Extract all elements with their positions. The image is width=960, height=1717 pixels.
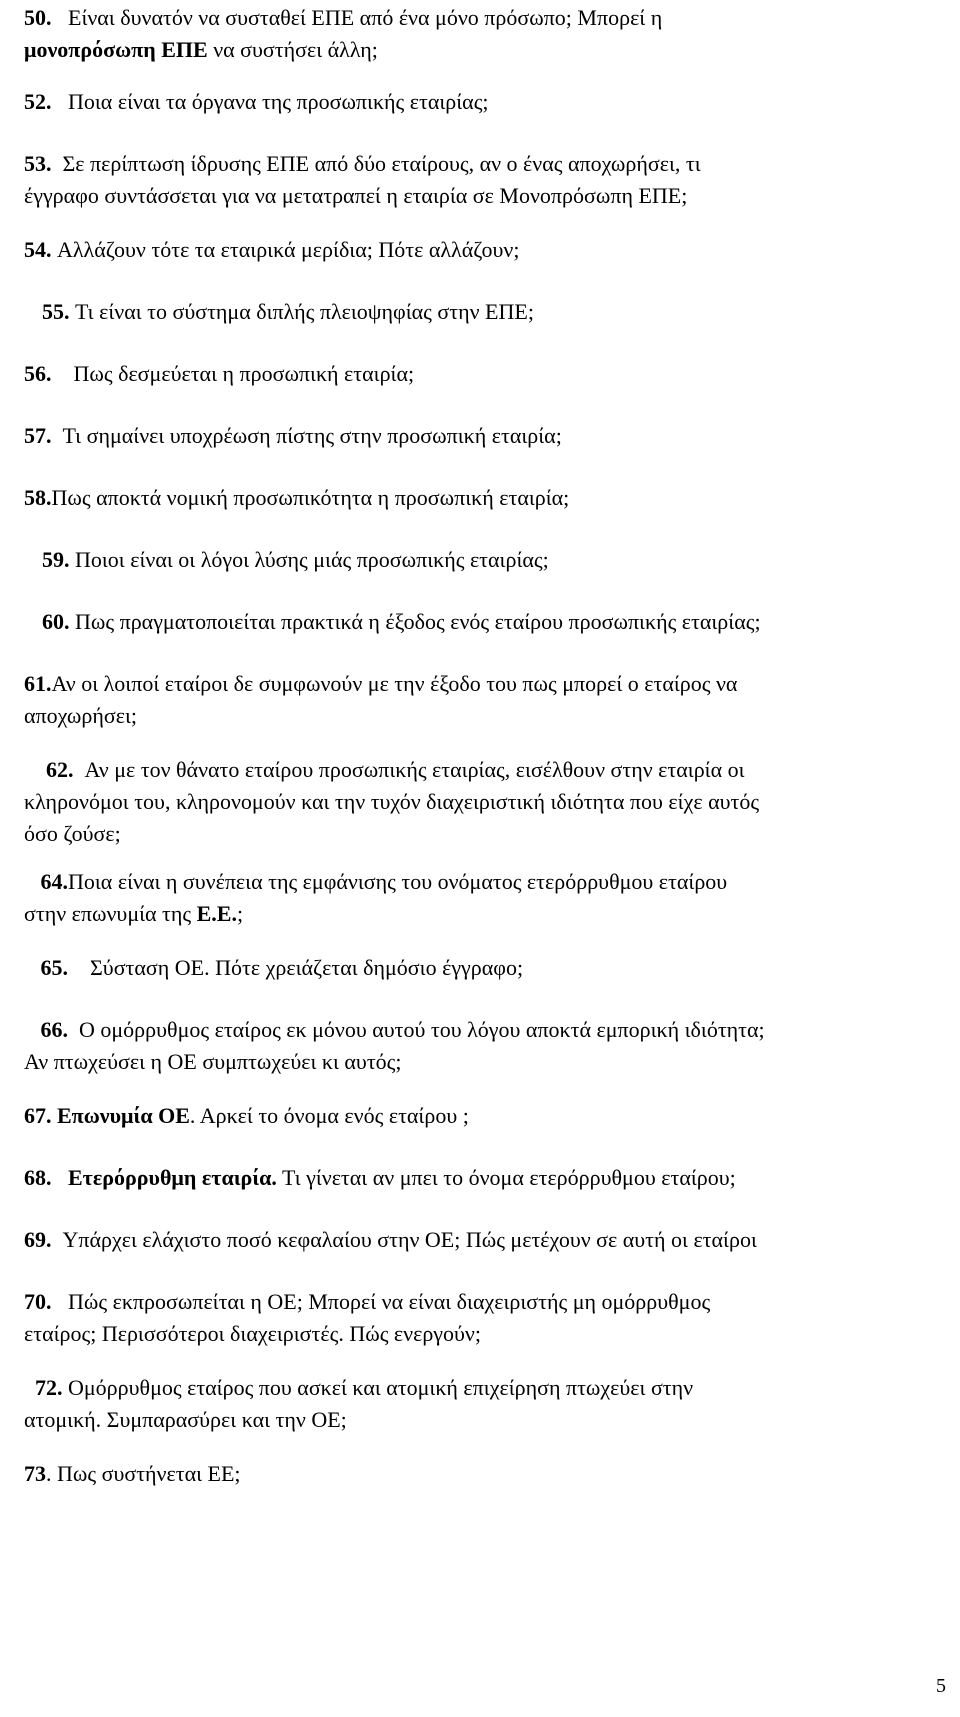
question-56: [24, 358, 414, 390]
question-text: Ο ομόρρυθμος εταίρος εκ μόνου αυτού του λόγου αποκτά εμπορική ιδιότητα;: [79, 1017, 765, 1042]
page-number: 5: [936, 1675, 946, 1697]
question-text: Είναι δυνατόν να συσταθεί ΕΠΕ από ένα μόνο πρόσωπο; Μπορεί η: [68, 5, 663, 30]
question-57: [24, 420, 562, 452]
question-text: Αν με τον θάνατο εταίρου προσωπικής εταιρίας, εισέλθουν στην εταιρία οι: [84, 757, 745, 782]
question-number: 59.: [42, 547, 70, 572]
question-number: 52.: [24, 89, 52, 114]
question-text: εταίρος; Περισσότεροι διαχειριστές. Πώς ενεργούν;: [24, 1321, 481, 1346]
question-58: [24, 482, 569, 514]
question-text: Σύσταση ΟΕ. Πότε χρειάζεται δημόσιο έγγραφο;: [90, 955, 524, 980]
question-text: Υπάρχει ελάχιστο ποσό κεφαλαίου στην ΟΕ; Πώς μετέχουν σε αυτή οι εταίροι: [62, 1227, 757, 1252]
question-number: 56.: [24, 361, 52, 386]
question-69: [24, 1224, 757, 1256]
question-text-bold: Επωνυμία ΟΕ: [57, 1103, 190, 1128]
question-60: [42, 606, 761, 638]
question-number: 69.: [24, 1227, 52, 1252]
question-72: [24, 1372, 693, 1436]
question-text: Ποιοι είναι οι λόγοι λύσης μιάς προσωπικής εταιρίας;: [75, 547, 549, 572]
question-text: Πώς εκπροσωπείται η ΟΕ; Μπορεί να είναι διαχειριστής μη ομόρρυθμος: [68, 1289, 711, 1314]
question-text-bold: Ε.Ε.: [196, 901, 237, 926]
question-number: 58.: [24, 485, 52, 510]
question-text: Ποια είναι η συνέπεια της εμφάνισης του ονόματος ετερόρρυθμου εταίρου: [68, 869, 728, 894]
question-65: [24, 952, 523, 984]
question-text: Σε περίπτωση ίδρυσης ΕΠΕ από δύο εταίρους, αν ο ένας αποχωρήσει, τι: [62, 151, 701, 176]
question-67: [24, 1100, 469, 1132]
question-text: Αλλάζουν τότε τα εταιρικά μερίδια; Πότε αλλάζουν;: [57, 237, 520, 262]
question-text: . Αρκεί το όνομα ενός εταίρου ;: [189, 1103, 469, 1128]
question-number: 54.: [24, 237, 52, 262]
question-text: Αν οι λοιποί εταίροι δε συμφωνούν με την έξοδο του πως μπορεί ο εταίρος να: [51, 671, 738, 696]
question-68: [24, 1162, 736, 1194]
question-text: έγγραφο συντάσσεται για να μετατραπεί η εταιρία σε Μονοπρόσωπη ΕΠΕ;: [24, 183, 688, 208]
question-52: [24, 86, 489, 118]
question-62: [24, 754, 759, 850]
question-text: αποχωρήσει;: [24, 703, 138, 728]
question-59: [42, 544, 549, 576]
question-text: κληρονόμοι του, κληρονομούν και την τυχόν διαχειριστική ιδιότητα που είχε αυτός: [24, 789, 760, 814]
question-number: 66.: [40, 1017, 68, 1042]
question-number: 73: [24, 1461, 46, 1486]
question-text: στην επωνυμία της: [24, 901, 197, 926]
question-66: [24, 1014, 765, 1078]
question-number: 67.: [24, 1103, 52, 1128]
question-number: 57.: [24, 423, 52, 448]
question-number: 55.: [42, 299, 70, 324]
question-number: 64.: [40, 869, 68, 894]
question-text: ;: [236, 901, 244, 926]
question-54: [24, 234, 519, 266]
question-number: 68.: [24, 1165, 52, 1190]
question-number: 62.: [46, 757, 74, 782]
question-number: 60.: [42, 609, 70, 634]
question-text: όσο ζούσε;: [24, 821, 121, 846]
question-53: [24, 148, 701, 212]
question-61: [24, 668, 737, 732]
question-number: 50.: [24, 5, 52, 30]
question-text: Πως αποκτά νομική προσωπικότητα η προσωπική εταιρία;: [51, 485, 570, 510]
question-70: [24, 1286, 710, 1350]
question-text: Ομόρρυθμος εταίρος που ασκεί και ατομική επιχείρηση πτωχεύει στην: [68, 1375, 694, 1400]
question-number: 61.: [24, 671, 52, 696]
question-text: Πως πραγματοποιείται πρακτικά η έξοδος ενός εταίρου προσωπικής εταιρίας;: [75, 609, 761, 634]
question-text: Αν πτωχεύσει η ΟΕ συμπτωχεύει κι αυτός;: [24, 1049, 402, 1074]
question-55: [42, 296, 534, 328]
question-number: 65.: [40, 955, 68, 980]
question-text: ατομική. Συμπαρασύρει και την ΟΕ;: [24, 1407, 347, 1432]
question-text: Τι γίνεται αν μπει το όνομα ετερόρρυθμου εταίρου;: [276, 1165, 736, 1190]
question-text-bold: μονοπρόσωπη ΕΠΕ: [24, 37, 208, 62]
question-text: . Πως συστήνεται ΕΕ;: [46, 1461, 241, 1486]
question-number: 53.: [24, 151, 52, 176]
question-text: Τι σημαίνει υποχρέωση πίστης στην προσωπική εταιρία;: [62, 423, 562, 448]
question-text: Πως δεσμεύεται η προσωπική εταιρία;: [73, 361, 415, 386]
question-text: Τι είναι το σύστημα διπλής πλειοψηφίας στην ΕΠΕ;: [75, 299, 534, 324]
question-text-bold: Ετερόρρυθμη εταιρία.: [68, 1165, 277, 1190]
question-number: 72.: [35, 1375, 63, 1400]
question-number: 70.: [24, 1289, 52, 1314]
question-50: [24, 2, 662, 66]
question-text: Ποια είναι τα όργανα της προσωπικής εταιρίας;: [68, 89, 489, 114]
question-64: [24, 866, 727, 930]
question-text: να συστήσει άλλη;: [207, 37, 378, 62]
question-73: [24, 1458, 241, 1490]
